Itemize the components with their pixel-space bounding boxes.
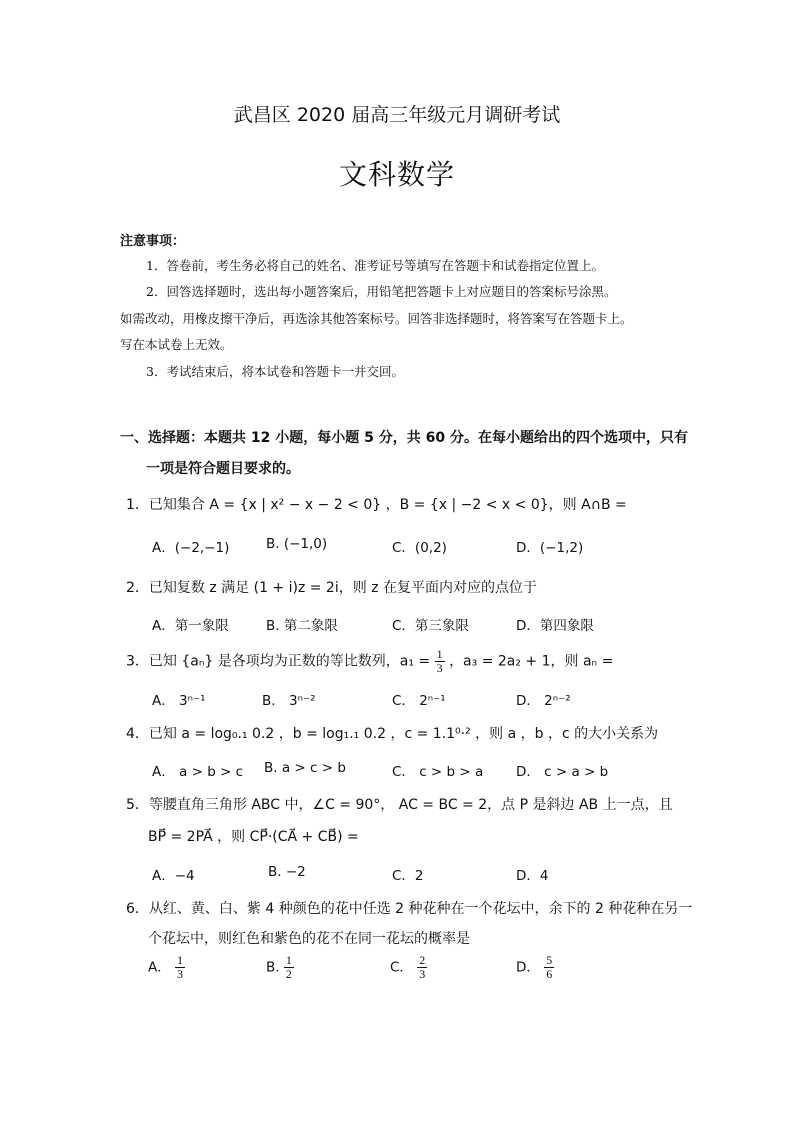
question-2-option-d: D．第四象限 — [516, 618, 594, 634]
question-4-option-b: B. a > c > b — [264, 760, 346, 776]
question-1-option-c: C．(0,2) — [392, 540, 447, 556]
question-4-option-d: D． c > a > b — [516, 764, 609, 780]
question-5-option-d: D．4 — [516, 868, 549, 884]
question-5-option-b: B. −2 — [268, 864, 306, 880]
subject-title: 文科数学 — [338, 158, 455, 191]
question-6-option-d: D． $\frac{5}{6}$ — [516, 953, 553, 981]
question-5-stem: 5．等腰直角三角形 ABC 中，∠C = 90°， AC = BC = 2，点 P 是斜边 AB 上一点，且 — [126, 797, 673, 813]
question-2-stem: 2．已知复数 z 满足 (1 + i)z = 2i，则 z 在复平面内对应的点位于 — [126, 580, 537, 596]
exam-title: 武昌区 2020 届高三年级元月调研考试 — [233, 104, 561, 126]
question-4-option-a: A． a > b > c — [152, 764, 244, 780]
question-2-option-c: C．第三象限 — [392, 618, 469, 634]
section-heading: 一、选择题：本题共 12 小题，每小题 5 分，共 60 分。在每小题给出的四个选项中，只有 — [120, 430, 688, 446]
question-2-option-b: B. 第二象限 — [266, 618, 338, 634]
notes-heading: 注意事项： — [120, 234, 186, 249]
note-item-2: 2．回答选择题时，选出每小题答案后，用铅笔把答题卡上对应题目的答案标号涂黑。 — [146, 284, 617, 299]
question-1-option-d: D．(−1,2) — [516, 540, 584, 556]
question-4-stem: 4．已知 a = log₀.₁ 0.2 ，b = log₁.₁ 0.2 ，c = 1.1⁰·² ，则 a ，b ，c 的大小关系为 — [126, 726, 659, 742]
question-3-stem-a: 3．已知 {aₙ} 是各项均为正数的等比数列，a₁ = — [126, 653, 431, 670]
question-3-option-d: D． 2ⁿ⁻² — [516, 693, 571, 709]
note-item-2-cont: 如需改动，用橡皮擦干净后，再选涂其他答案标号。回答非选择题时，将答案写在答题卡上。 — [120, 311, 633, 326]
note-item-2-end: 写在本试卷上无效。 — [120, 337, 233, 352]
note-item-1: 1．答卷前，考生务必将自己的姓名、准考证号等填写在答题卡和试卷指定位置上。 — [146, 258, 604, 273]
question-5-option-c: C．2 — [392, 868, 424, 884]
question-5-stem-cont: BP⃗ = 2PA⃗ ，则 CP⃗·(CA⃗ + CB⃗) = — [148, 829, 359, 845]
question-4-option-c: C． c > b > a — [392, 764, 484, 780]
question-5-option-a: A．−4 — [152, 868, 195, 884]
question-3-stem — [126, 648, 613, 675]
question-6-stem: 6．从红、黄、白、紫 4 种颜色的花中任选 2 种花种在一个花坛中，余下的 2 种花种在另一 — [126, 901, 693, 917]
question-1-option-b: B. (−1,0) — [266, 536, 328, 552]
question-6-stem-cont: 个花坛中，则红色和紫色的花不在同一花坛的概率是 — [148, 931, 470, 947]
question-3-option-b: B． 3ⁿ⁻² — [262, 693, 316, 709]
question-3-option-c: C． 2ⁿ⁻¹ — [392, 693, 446, 709]
question-1-stem: 1．已知集合 A = {x | x² − x − 2 < 0} ，B = {x | −2 < x < 0}，则 A∩B = — [126, 497, 627, 513]
question-3-stem-b: ，a₃ = 2a₂ + 1，则 aₙ = — [449, 653, 614, 670]
section-heading-cont: 一项是符合题目要求的。 — [146, 461, 300, 477]
question-1-option-a: A．(−2,−1) — [152, 540, 230, 556]
question-2-option-a: A．第一象限 — [152, 618, 229, 634]
question-6-option-b: B. $\frac{1}{2}$ — [266, 953, 292, 981]
question-3-option-a: A． 3ⁿ⁻¹ — [152, 693, 206, 709]
note-item-3: 3．考试结束后，将本试卷和答题卡一并交回。 — [146, 364, 404, 379]
question-6-option-a: A． $\frac{1}{3}$ — [148, 953, 184, 981]
fraction-one-third: $\frac{1}{3}$ — [436, 647, 443, 675]
question-6-option-c: C． $\frac{2}{3}$ — [390, 953, 426, 981]
